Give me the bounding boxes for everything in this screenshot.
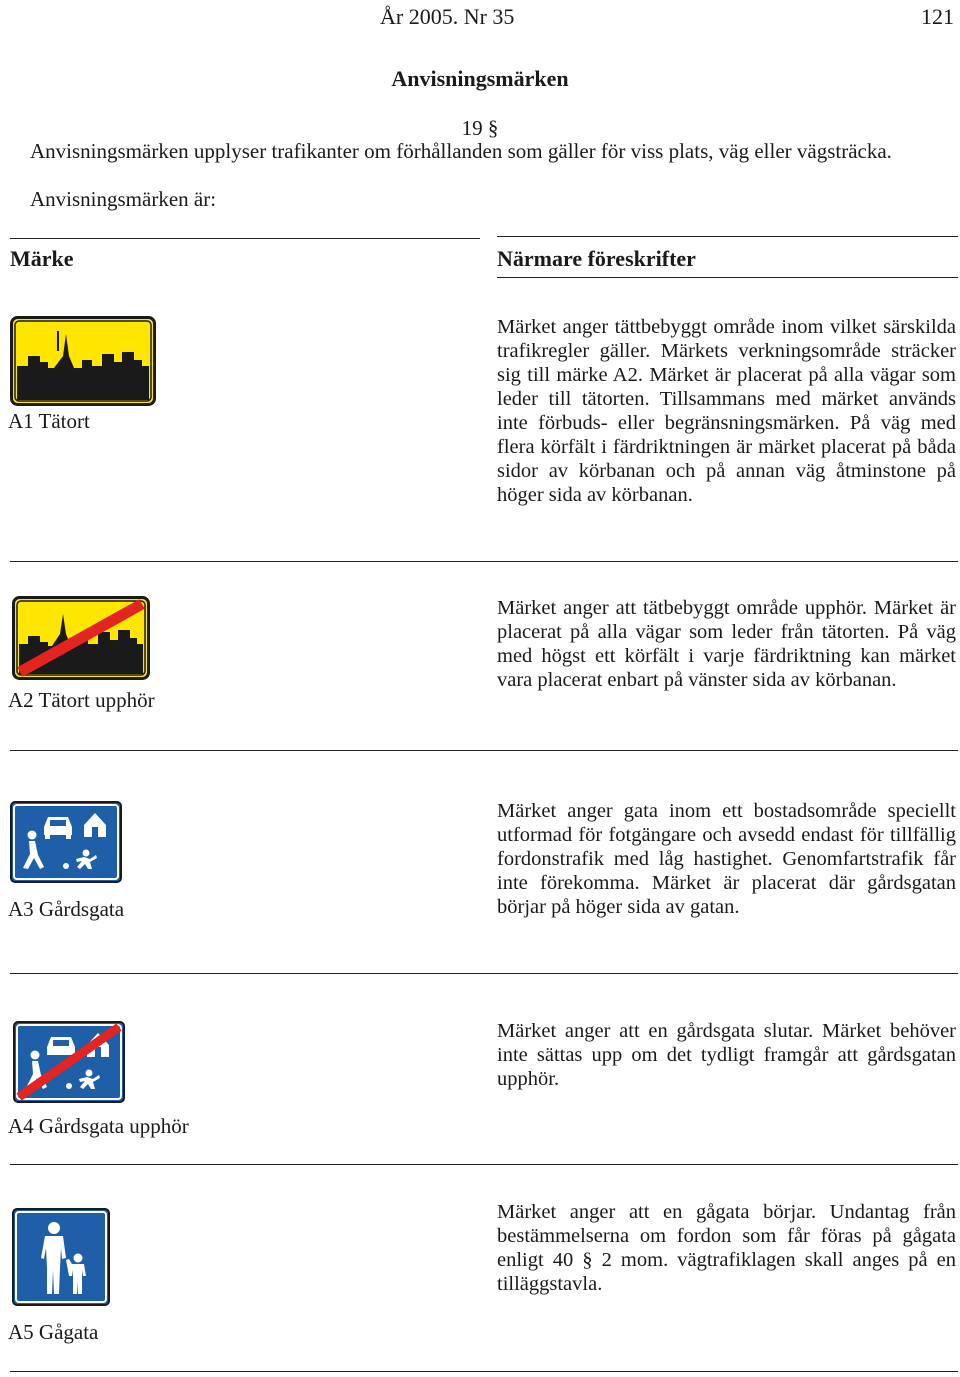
section-title: Anvisningsmärken — [391, 66, 569, 91]
divider — [10, 750, 958, 751]
sign-description-a5: Märket anger att en gågata börjar. Undantag från bestämmelserna om fordon som får föras på gågata enligt 40 § 2 mom. vägtrafiklagen skall anges på en tilläggstavla. — [497, 1201, 956, 1295]
divider — [10, 561, 958, 562]
sign-label-a1: A1 Tätort — [8, 409, 90, 433]
sign-description-a4: Märket anger att en gårdsgata slutar. Märket behöver inte sättas upp om det tydligt framgår att gårdsgatan upphör. — [497, 1020, 956, 1090]
column-header-sign: Märke — [10, 246, 74, 271]
pedestrian-street-sign-icon — [12, 1208, 110, 1306]
intro-text: Anvisningsmärken upplyser trafikanter om förhållanden som gäller för viss plats, väg eller vägsträcka. — [30, 139, 892, 163]
living-street-sign-icon — [10, 801, 122, 883]
intro-list-lead: Anvisningsmärken är: — [30, 187, 217, 211]
header-year-issue: År 2005. Nr 35 — [380, 4, 515, 29]
divider — [497, 236, 958, 237]
living-street-end-sign-icon — [13, 1021, 125, 1103]
sign-description-a1: Märket anger tättbebyggt område inom vilket särskilda trafikregler gäller. Märkets verkningsområde sträcker sig till märke A2. Märket är placerat på alla vägar som leder till tätorten. Tillsammans med märket används inte förbuds- eller begränsningsmärken. På väg med flera körfält i färdriktningen är märket placerat på båda sidor av körbanan och på annan väg åtminstone på höger sida av körbanan. — [497, 316, 956, 506]
sign-label-a2: A2 Tätort upphör — [8, 688, 155, 712]
sign-description-a3: Märket anger gata inom ett bostadsområde speciellt utformad för fotgängare och avsedd endast för tillfällig fordonstrafik med låg hastighet. Genomfartstrafik får inte förekomma. Märket är placerat där gårdsgatan börjar på höger sida av gatan. — [497, 800, 956, 918]
sign-label-a5: A5 Gågata — [8, 1320, 99, 1344]
town-sign-icon — [10, 316, 156, 406]
divider — [10, 1164, 958, 1165]
divider — [10, 1371, 958, 1372]
town-end-sign-icon — [12, 596, 150, 680]
column-header-rules: Närmare föreskrifter — [497, 246, 696, 271]
paragraph-number: 19 § — [461, 116, 499, 140]
divider — [10, 238, 480, 239]
page-number: 121 — [921, 4, 954, 29]
divider — [497, 277, 958, 278]
sign-description-a2: Märket anger att tätbebyggt område upphör. Märket är placerat på alla vägar som leder från tätorten. På väg med högst ett körfält i varje färdriktning kan märket vara placerat enbart på vänster sida av körbanan. — [497, 597, 956, 691]
divider — [10, 973, 958, 974]
sign-label-a3: A3 Gårdsgata — [8, 897, 125, 921]
sign-label-a4: A4 Gårdsgata upphör — [8, 1114, 189, 1138]
